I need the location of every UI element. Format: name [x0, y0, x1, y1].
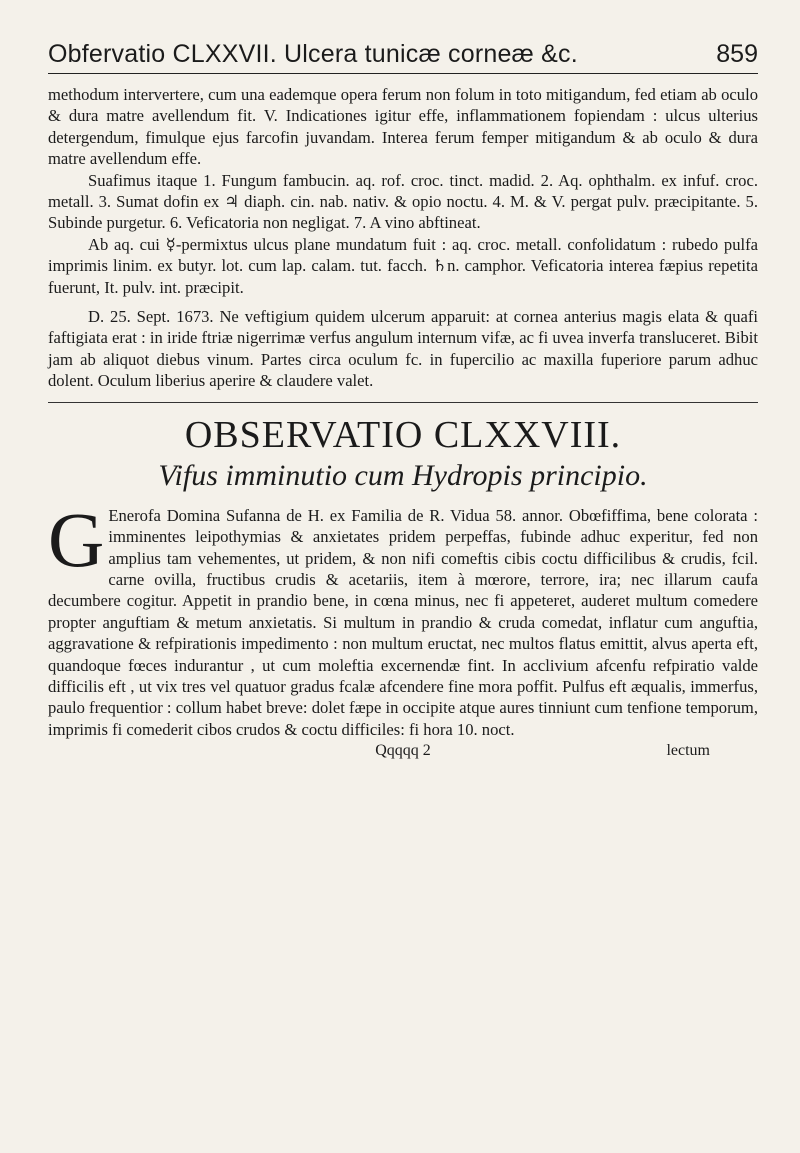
running-head-title: Obfervatio CLXXVII. Ulcera tunicæ corneæ &c. [48, 40, 578, 68]
spacer [48, 298, 758, 306]
signature-mark: Qqqqq 2 [375, 742, 431, 760]
page-number: 859 [716, 40, 758, 68]
catchword: lectum [666, 742, 710, 760]
drop-capital: G [48, 495, 105, 583]
obs177-paragraph-1: methodum intervertere, cum una eademque opera ferum non folum in toto mitigandum, fed etiam ab oculo & dura matre avellendum fit. V. Indicationes igitur effe, inflammationem fopiendam : ulcus ulterius detergendum, fimulque ejus farcofin juvandam. Interea ferum femper mitigandum & ab oculo & dura matre avellendum effe. [48, 85, 758, 169]
running-head [48, 40, 758, 69]
observation-heading: OBSERVATIO CLXXVIII. [184, 413, 622, 456]
section-rule [48, 402, 758, 403]
obs177-paragraph-4: D. 25. Sept. 1673. Ne veftigium quidem ulcerum apparuit: at cornea anterius magis elata & quafi faftigiata erat : in iride ftriæ nigerrimæ verfus angulum internum vifæ, ac fi uvea inverfa transluceret. Bibit jam ab aliquot diebus vinum. Partes circa oculum fc. in fupercilio ac maxilla fuperiore parum adhuc dolent. Oculum liberius aperire & claudere valet. [48, 307, 758, 391]
obs177-paragraph-2: Suafimus itaque 1. Fungum fambucin. aq. rof. croc. tinct. madid. 2. Aq. ophthalm. ex infuf. croc. metall. 3. Sumat dofin ex ♃ diaph. cin. nab. nativ. & opio noctu. 4. M. & V. pergat pulv. præcipitante. 5. Subinde purgetur. 6. Veficatoria non negligat. 7. A vino abftineat. [48, 170, 758, 233]
header-rule [48, 73, 758, 74]
page-footer [48, 742, 758, 760]
observation-subtitle: Vifus imminutio cum Hydropis principio. [158, 458, 648, 492]
obs178-paragraph: Enerofa Domina Sufanna de H. ex Familia de R. Vidua 58. annor. Obœfiffima, bene colorata : imminentes leipothymias & anxietates pridem perpeffas, fubinde adhuc experitur, fed non amplius tam vehementes, ut pridem, & non nifi comeftis cibis coctu difficilibus & crudis, fcil. carne ovilla, fructibus crudis & acetariis, item à mœrore, terrore, ira; nec illarum caufa decumbere cogitur. Appetit in prandio bene, in cœna minus, nec fi appeteret, auderet multum comedere propter anguftiam & metum anxietatis. Si multum in prandio & cruda comedat, inflatur cum anguftia, aggravatione & refpirationis impedimento : non multum eructat, nec multos flatus emittit, alvus aperta eft, quandoque fœces indurantur , ut cum moleftia excernendæ fint. In acclivium afcenfu refpiratio valde difficilis eft , ut vix tres vel quatuor gradus fcalæ afcendere fine mora poffit. Pulfus eft æqualis, immerfus, paulo frequentior : collum habet breve: dolet fæpe in occipite atque aures tinniunt cum tenfione temporum, imprimis fi comederit cibos crudos & coctu difficiles: fi hora 10. noct. [48, 505, 758, 739]
obs177-paragraph-3: Ab aq. cui ☿-permixtus ulcus plane mundatum fuit : aq. croc. metall. confolidatum : rubedo pulfa imprimis linim. ex butyr. lot. cum lap. calam. tut. facch. ♄n. camphor. Veficatoria interea fæpius repetita fuerunt, It. pulv. int. præcipit. [48, 234, 758, 297]
obs178-body [48, 495, 758, 740]
